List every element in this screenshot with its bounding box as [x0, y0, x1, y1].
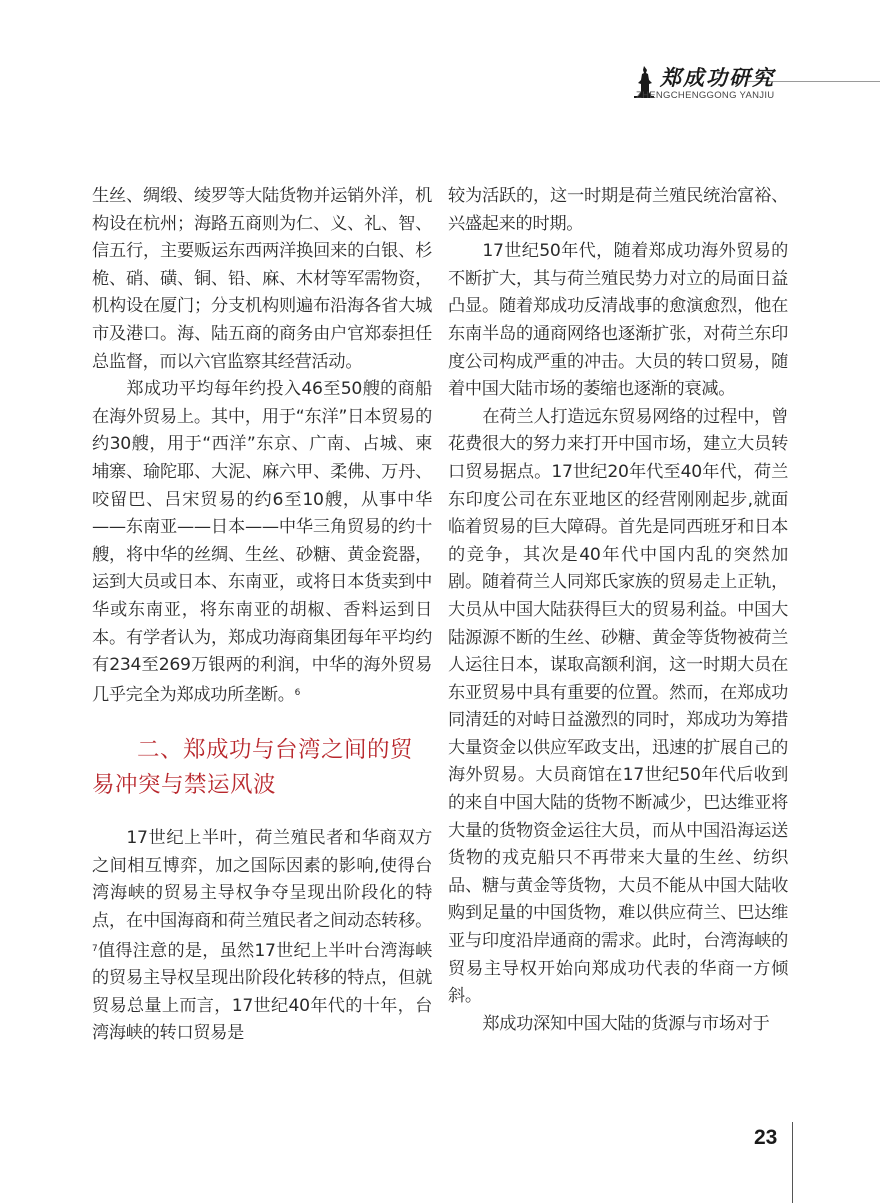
paragraph: 生丝、绸缎、绫罗等大陆货物并运销外洋，机构设在杭州；海路五商则为仁、义、礼、智、信五行，主要贩运东西两洋换回来的白银、杉桅、硝、磺、铜、铅、麻、木材等军需物资，机构设在厦门；分支机构则遍布沿海各省大城市及港口。海、陆五商的商务由户官郑泰担任总监督，而以六官监察其经营活动。: [92, 186, 432, 372]
running-header: [600, 50, 880, 108]
paragraph: 17世纪50年代，随着郑成功海外贸易的不断扩大，其与荷兰殖民势力对立的局面日益凸显。随着郑成功反清战事的愈演愈烈，他在东南半岛的通商网络也逐渐扩张，对荷兰东印度公司构成严重的冲击。大员的转口贸易，随着中国大陆市场的萎缩也逐渐的衰减。: [448, 241, 788, 400]
paragraph: [92, 825, 432, 1048]
paragraph-text: 郑成功平均每年约投入46至50艘的商船在海外贸易上。其中，用于“东洋”日本贸易的约30艘，用于“西洋”东京、广南、占城、柬埔寨、瑜陀耶、大泥、麻六甲、柔佛、万丹、咬留巴、吕宋贸易的约6至10艘，从事中华——东南亚——日本——中华三角贸易的约十艘，将中华的丝绸、生丝、砂糖、黄金瓷器，运到大员或日本、东南亚，或将日本货卖到中华或东南亚，将东南亚的胡椒、香料运到日本。有学者认为，郑成功海商集团每年平均约有234至269万银两的利润，中华的海外贸易几乎完全为郑成功所垄断。: [92, 379, 432, 705]
paragraph: [92, 376, 432, 709]
page-number-rule: [792, 1122, 793, 1203]
page-number: 23: [754, 1126, 778, 1149]
paragraph: 郑成功深知中国大陆的货源与市场对于: [482, 1013, 770, 1034]
section-heading: 二、郑成功与台湾之间的贸易冲突与禁运风波: [92, 737, 414, 799]
footnote-marker: 6: [294, 687, 301, 698]
paragraph-text: 值得注意的是，虽然17世纪上半叶台湾海峡的贸易主导权呈现出阶段化转移的特点，但就贸易总量上而言，17世纪40年代的十年，台湾海峡的转口贸易是: [92, 940, 432, 1044]
footnote-marker: 7: [92, 943, 98, 954]
right-column: [448, 183, 788, 1038]
journal-subtitle: ZHENGCHENGGONG YANJIU: [636, 90, 775, 101]
paragraph: 较为活跃的，这一时期是荷兰殖民统治富裕、兴盛起来的时期。: [448, 186, 788, 234]
left-column: [92, 183, 432, 1048]
paragraph: 在荷兰人打造远东贸易网络的过程中，曾花费很大的努力来打开中国市场，建立大员转口贸易据点。17世纪20年代至40年代，荷兰东印度公司在东亚地区的经营刚刚起步,就面临着贸易的巨大障碍。首先是同西班牙和日本的竞争，其次是40年代中国内乱的突然加剧。随着荷兰人同郑氏家族的贸易走上正轨，大员从中国大陆获得巨大的贸易利益。中国大陆源源不断的生丝、砂糖、黄金等货物被荷兰人运往日本，谋取高额利润，这一时期大员在东亚贸易中具有重要的位置。然而，在郑成功同清廷的对峙日益激烈的同时，郑成功为筹措大量资金以供应军政支出，迅速的扩展自己的海外贸易。大员商馆在17世纪50年代后收到的来自中国大陆的货物不断减少，巴达维亚将大量的货物资金运往大员，而从中国沿海运送货物的戎克船只不再带来大量的生丝、纺织品、糖与黄金等货物，大员不能从中国大陆收购到足量的中国货物，难以供应荷兰、巴达维亚与印度沿岸通商的需求。此时，台湾海峡的贸易主导权开始向郑成功代表的华商一方倾斜。: [448, 406, 788, 1007]
journal-title: 郑成功研究: [660, 65, 775, 90]
paragraph-text: 17世纪上半叶，荷兰殖民者和华商双方之间相互博弈，加之国际因素的影响,使得台湾海峡的贸易主导权争夺呈现出阶段化的特点，在中国海商和荷兰殖民者之间动态转移。: [92, 828, 432, 932]
